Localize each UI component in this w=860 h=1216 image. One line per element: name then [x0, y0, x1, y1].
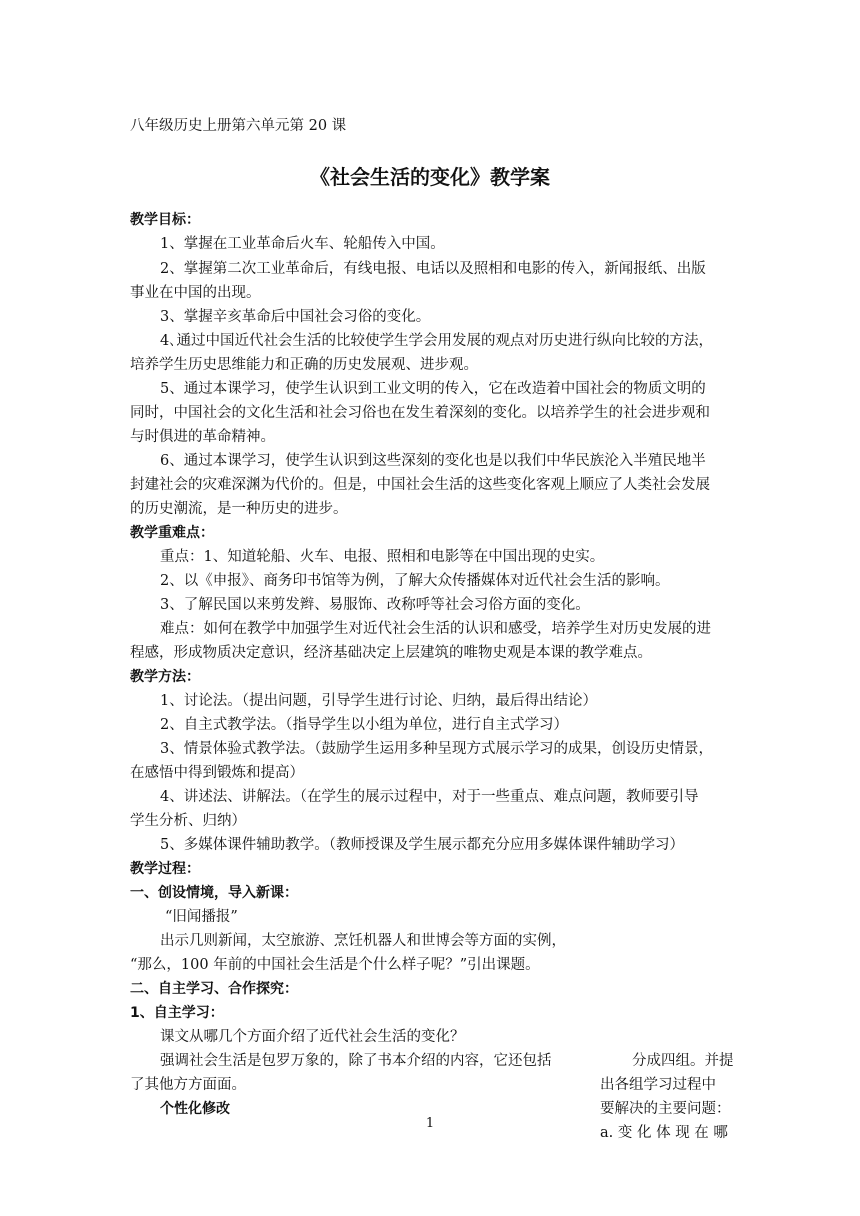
keypoints-heading: 教学重难点：: [130, 525, 214, 541]
keypoint-3: 3、了解民国以来剪发辫、易服饰、改称呼等社会习俗方面的变化。: [160, 597, 590, 613]
difficulty-b: 程感，形成物质决定意识，经济基础决定上层建筑的唯物史观是本课的教学难点。: [130, 645, 652, 661]
goal-4b: 培养学生历史思维能力和正确的历史发展观、进步观。: [130, 357, 478, 373]
goal-3: 3、掌握辛亥革命后中国社会习俗的变化。: [160, 309, 431, 325]
section-2-line-1: 课文从哪几个方面介绍了近代社会生活的变化？: [160, 1029, 465, 1045]
method-4a: 4、讲述法、讲解法。（在学生的展示过程中，对于一些重点、难点问题，教师要引导: [160, 789, 699, 805]
goal-5a: 5、通过本课学习，使学生认识到工业文明的传入，它在改造着中国社会的物质文明的: [160, 381, 706, 397]
goal-5b: 同时，中国社会的文化生活和社会习俗也在发生着深刻的变化。以培养学生的社会进步观和: [130, 405, 710, 421]
method-3a: 3、情景体验式教学法。（鼓励学生运用多种呈现方式展示学习的成果，创设历史情景，: [160, 741, 713, 757]
method-4b: 学生分析、归纳）: [130, 813, 246, 829]
section-1-line-3: “那么，100 年前的中国社会生活是个什么样子呢？”引出课题。: [130, 957, 540, 973]
section-2-line-3: 了其他方方面面。: [130, 1077, 246, 1093]
goal-2b: 事业在中国的出现。: [130, 285, 261, 301]
goals-heading: 教学目标：: [130, 212, 200, 228]
goal-2a: 2、掌握第二次工业革命后，有线电报、电话以及照相和电影的传入，新闻报纸、出版: [160, 261, 706, 277]
goal-4a: 4､通过中国近代社会生活的比较使学生学会用发展的观点对历史进行纵向比较的方法，: [160, 333, 713, 349]
keypoint-1: 重点：1、知道轮船、火车、电报、照相和电影等在中国出现的史实。: [160, 549, 605, 565]
goal-6c: 的历史潮流，是一种历史的进步。: [130, 501, 348, 517]
course-header: 八年级历史上册第六单元第 20 课: [130, 118, 347, 134]
section-2-heading: 二、自主学习、合作探究：: [130, 981, 298, 997]
goal-6b: 封建社会的灾难深渊为代价的。但是，中国社会生活的这些变化客观上顺应了人类社会发展: [130, 477, 710, 493]
section-2-line-2: 强调社会生活是包罗万象的，除了书本介绍的内容，它还包括: [160, 1053, 552, 1069]
document-title: 《社会生活的变化》教学案: [310, 165, 550, 189]
sidebar-line-2: 出各组学习过程中: [600, 1077, 716, 1093]
section-2-subheading: 1、自主学习：: [130, 1005, 224, 1021]
sidebar-line-1: 分成四组。并提: [632, 1053, 734, 1069]
method-3b: 在感悟中得到锻炼和提高）: [130, 765, 304, 781]
sidebar-line-4: a. 变 化 体 现 在 哪: [600, 1125, 728, 1141]
section-1-line-2: 出示几则新闻，太空旅游、烹饪机器人和世博会等方面的实例，: [160, 933, 566, 949]
goal-6a: 6、通过本课学习，使学生认识到这些深刻的变化也是以我们中华民族沦入半殖民地半: [160, 453, 706, 469]
process-heading: 教学过程：: [130, 861, 200, 877]
methods-heading: 教学方法：: [130, 669, 200, 685]
section-1-line-1: “旧闻播报”: [165, 909, 238, 925]
personal-revision-label: 个性化修改: [160, 1101, 230, 1117]
page-number: 1: [425, 1116, 435, 1131]
difficulty-a: 难点：如何在教学中加强学生对近代社会生活的认识和感受，培养学生对历史发展的进: [160, 621, 711, 637]
goal-1: 1、掌握在工业革命后火车、轮船传入中国。: [160, 236, 445, 252]
sidebar-line-3: 要解决的主要问题：: [600, 1101, 731, 1117]
goal-5c: 与时俱进的革命精神。: [130, 429, 275, 445]
method-2: 2、自主式教学法。（指导学生以小组为单位，进行自主式学习）: [160, 717, 568, 733]
keypoint-2: 2、以《申报》、商务印书馆等为例，了解大众传播媒体对近代社会生活的影响。: [160, 573, 670, 589]
method-5: 5、多媒体课件辅助教学。（教师授课及学生展示都充分应用多媒体课件辅助学习）: [160, 837, 684, 853]
method-1: 1、讨论法。（提出问题，引导学生进行讨论、归纳，最后得出结论）: [160, 693, 597, 709]
section-1-heading: 一、创设情境，导入新课：: [130, 885, 298, 901]
